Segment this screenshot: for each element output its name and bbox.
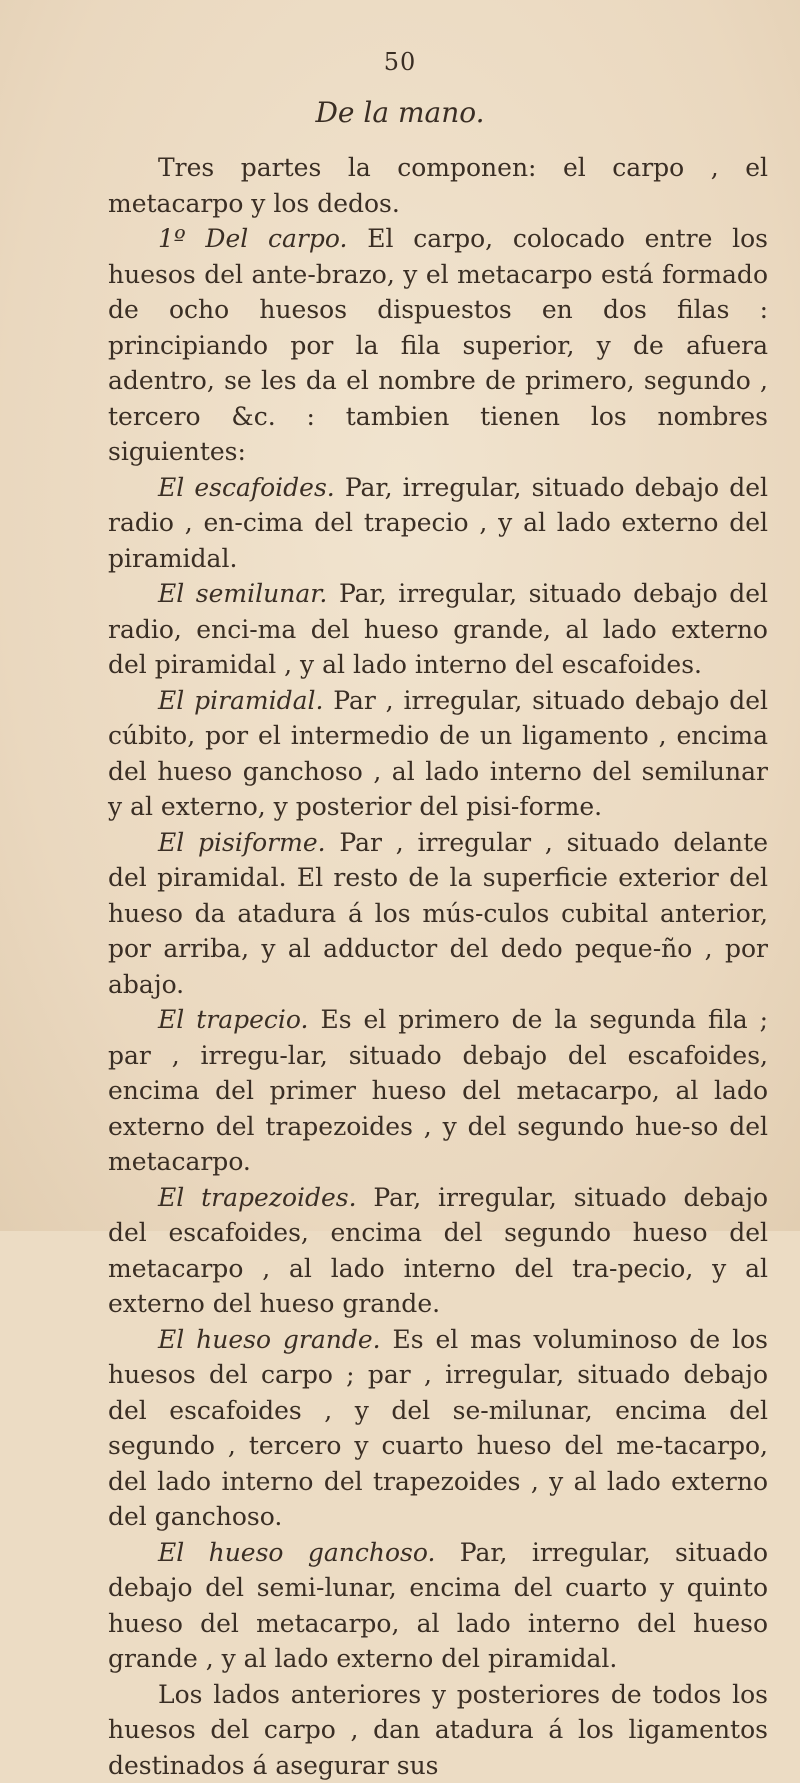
paragraph-lead: El pisiforme.	[158, 828, 326, 857]
paragraph-text: Par, irregular, situado debajo del escafoides, encima del segundo hueso del metacarpo , al lado interno del tra-pecio, y al externo del hueso grande.	[108, 1183, 768, 1319]
paragraph-lead: El piramidal.	[158, 686, 323, 715]
paragraph	[108, 576, 768, 683]
section-title: De la mano.	[0, 96, 800, 129]
paragraph	[108, 683, 768, 825]
paragraph-text: Tres partes la componen: el carpo , el metacarpo y los dedos.	[108, 153, 768, 218]
paragraph-text: Es el mas voluminoso de los huesos del carpo ; par , irregular, situado debajo del escafoides , y del se-milunar, encima del segundo , tercero y cuarto hueso del me-tacarpo, del lado interno del trapezoides , y al lado externo del ganchoso.	[108, 1325, 768, 1532]
paragraph-text: Par , irregular, situado debajo del cúbito, por el intermedio de un ligamento , encima del hueso ganchoso , al lado interno del semilunar y al externo, y posterior del pisi-forme.	[108, 686, 768, 822]
page-number: 50	[0, 48, 800, 76]
paragraph-lead: El hueso grande.	[158, 1325, 381, 1354]
paragraph-lead: El escafoides.	[158, 473, 335, 502]
paragraph	[108, 1535, 768, 1677]
paragraph	[108, 1180, 768, 1322]
paragraph-lead: El hueso ganchoso.	[158, 1538, 435, 1567]
paragraph-text: Par, irregular, situado debajo del semi-lunar, encima del cuarto y quinto hueso del metacarpo, al lado interno del hueso grande , y al lado externo del piramidal.	[108, 1538, 768, 1674]
paragraph	[108, 470, 768, 577]
paragraph-text: Es el primero de la segunda fila ; par , irregu-lar, situado debajo del escafoides, encima del primer hueso del metacarpo, al lado externo del trapezoides , y del segundo hue-so del metacarpo.	[108, 1005, 768, 1176]
paragraph-lead: 1º Del carpo.	[158, 224, 347, 253]
body-text	[108, 150, 768, 1783]
paragraph-text: Par, irregular, situado debajo del radio, enci-ma del hueso grande, al lado externo del piramidal , y al lado interno del escafoides.	[108, 579, 768, 679]
paragraph	[108, 1677, 768, 1783]
paragraph-text: Par, irregular, situado debajo del radio , en-cima del trapecio , y al lado externo del piramidal.	[108, 473, 768, 573]
paragraph	[108, 1002, 768, 1180]
paragraph-text: Los lados anteriores y posteriores de todos los huesos del carpo , dan atadura á los ligamentos destinados á asegurar sus	[108, 1680, 768, 1780]
paragraph-text: El carpo, colocado entre los huesos del ante-brazo, y el metacarpo está formado de ocho huesos dispuestos en dos filas : principiando por la fila superior, y de afuera adentro, se les da el nombre de primero, segundo , tercero &c. : tambien tienen los nombres siguientes:	[108, 224, 768, 466]
paragraph-lead: El trapezoides.	[158, 1183, 357, 1212]
paragraph-text: Par , irregular , situado delante del piramidal. El resto de la superficie exterior del hueso da atadura á los mús-culos cubital anterior, por arriba, y al adductor del dedo peque-ño , por abajo.	[108, 828, 768, 999]
paragraph	[108, 221, 768, 470]
paragraph	[108, 150, 768, 221]
paragraph-lead: El trapecio.	[158, 1005, 308, 1034]
paragraph	[108, 1322, 768, 1535]
paragraph-lead: El semilunar.	[158, 579, 327, 608]
paragraph	[108, 825, 768, 1003]
